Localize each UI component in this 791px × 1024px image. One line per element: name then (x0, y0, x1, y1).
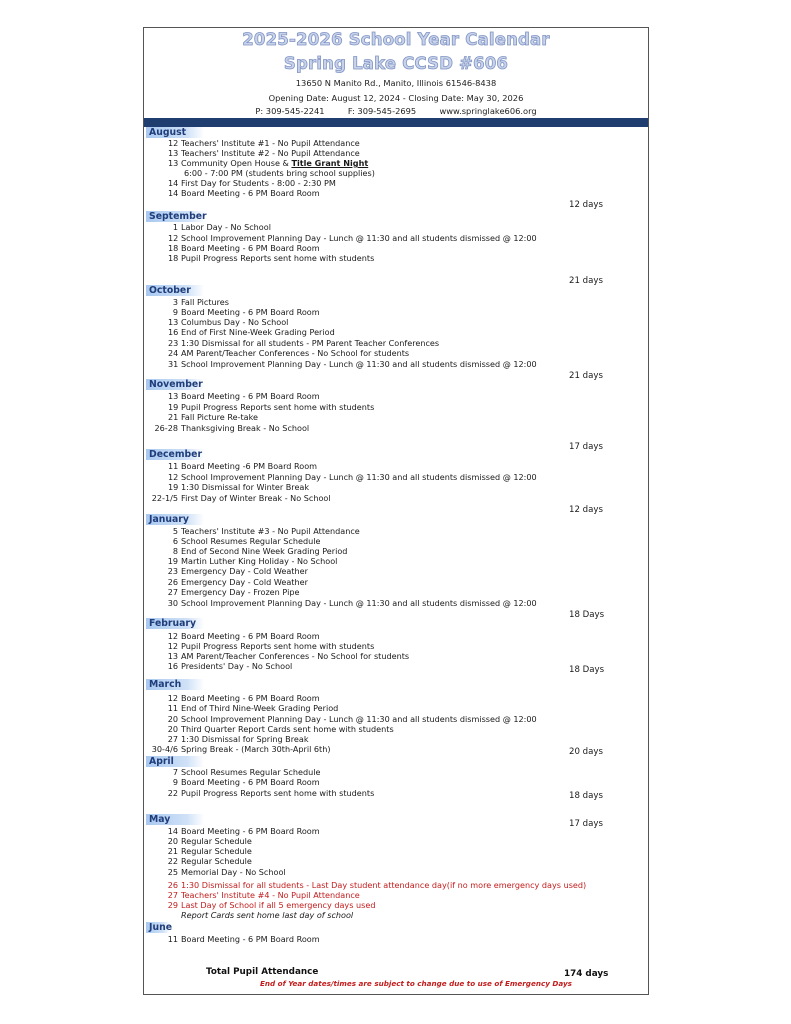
event-item: 30-4/6 Spring Break - (March 30th-April 6th) (151, 744, 331, 754)
event-item: 22 Regular Schedule (167, 856, 252, 866)
event-item: 13 Community Open House & Title Grant Night (168, 158, 369, 168)
phone-number: P: 309-545-2241 (255, 106, 325, 116)
event-item: 25 Memorial Day - No School (167, 867, 286, 877)
event-item: 31 School Improvement Planning Day - Lunch @ 11:30 and all students dismissed @ 12:00 (168, 359, 537, 369)
event-item: 13 Teachers' Institute #2 - No Pupil Attendance (168, 148, 360, 158)
event-item: 11 End of Third Nine-Week Grading Period (167, 703, 339, 713)
event-item: 13 AM Parent/Teacher Conferences - No School for students (167, 651, 410, 661)
event-item: 23 1:30 Dismissal for all students - PM Parent Teacher Conferences (168, 338, 440, 348)
month-header-march: March (146, 679, 204, 690)
calendar-document (143, 27, 649, 995)
event-item: 3 Fall Pictures (172, 297, 229, 307)
event-item: 19 Martin Luther King Holiday - No School (167, 556, 338, 566)
event-item: 9 Board Meeting - 6 PM Board Room (172, 777, 320, 787)
event-item: 8 End of Second Nine Week Grading Period (172, 546, 348, 556)
event-item: 23 Emergency Day - Cold Weather (167, 566, 308, 576)
month-header-january: January (146, 514, 204, 525)
event-item: 24 AM Parent/Teacher Conferences - No School for students (168, 348, 410, 358)
event-item: 22-1/5 First Day of Winter Break - No School (151, 493, 331, 503)
event-item: 21 Regular Schedule (167, 846, 252, 856)
header-divider-band (144, 118, 648, 127)
total-attendance-label: Total Pupil Attendance (206, 967, 319, 977)
days-count-november: 17 days (569, 442, 603, 452)
event-item: 20 School Improvement Planning Day - Lunch @ 11:30 and all students dismissed @ 12:00 (167, 714, 537, 724)
event-item: 29 Last Day of School if all 5 emergency days used (167, 900, 376, 910)
days-count-august: 12 days (569, 200, 603, 210)
month-header-april: April (146, 756, 204, 767)
month-header-october: October (146, 285, 204, 296)
event-item: 14 Board Meeting - 6 PM Board Room (168, 188, 320, 198)
event-item: 22 Pupil Progress Reports sent home with students (167, 788, 375, 798)
event-item: 27 1:30 Dismissal for Spring Break (167, 734, 309, 744)
days-count-october: 21 days (569, 371, 603, 381)
month-header-may: May (146, 814, 204, 825)
title-grant-night-link: Title Grant Night (291, 158, 369, 168)
event-item: 12 School Improvement Planning Day - Lunch @ 11:30 and all students dismissed @ 12:00 (168, 472, 537, 482)
event-item: 18 Board Meeting - 6 PM Board Room (168, 243, 320, 253)
event-item: 6 School Resumes Regular Schedule (172, 536, 321, 546)
days-count-february: 18 Days (569, 665, 605, 675)
event-item: Report Cards sent home last day of school (181, 910, 354, 920)
fax-number: F: 309-545-2695 (347, 106, 417, 116)
month-header-december: December (146, 449, 204, 460)
event-item: 5 Teachers' Institute #3 - No Pupil Attendance (172, 526, 360, 536)
event-item: 27 Teachers' Institute #4 - No Pupil Attendance (167, 890, 360, 900)
event-item: 11 Board Meeting -6 PM Board Room (168, 461, 318, 471)
month-header-february: February (146, 618, 204, 629)
event-item: 26-28 Thanksgiving Break - No School (154, 423, 310, 433)
days-count-april: 18 days (569, 791, 603, 801)
month-header-june: June (146, 922, 170, 933)
event-item: 14 Board Meeting - 6 PM Board Room (167, 826, 320, 836)
event-item: 13 Columbus Day - No School (168, 317, 289, 327)
days-count-may: 17 days (569, 819, 603, 829)
days-count-september: 21 days (569, 276, 603, 286)
event-item: 12 Teachers' Institute #1 - No Pupil Attendance (168, 138, 360, 148)
event-item: 16 Presidents' Day - No School (167, 661, 293, 671)
days-count-march: 20 days (569, 747, 603, 757)
event-item: 16 End of First Nine-Week Grading Period (168, 327, 335, 337)
event-item: 11 Board Meeting - 6 PM Board Room (167, 934, 320, 944)
event-item: 21 Fall Picture Re-take (168, 412, 259, 422)
event-item: 14 First Day for Students - 8:00 - 2:30 PM (168, 178, 336, 188)
event-item: 27 Emergency Day - Frozen Pipe (167, 587, 300, 597)
event-item: 13 Board Meeting - 6 PM Board Room (168, 391, 320, 401)
address: 13650 N Manito Rd., Manito, Illinois 61546-8438 (295, 78, 497, 88)
days-count-december: 12 days (569, 505, 603, 515)
event-item: 7 School Resumes Regular Schedule (172, 767, 321, 777)
event-item: 30 School Improvement Planning Day - Lunch @ 11:30 and all students dismissed @ 12:00 (167, 598, 537, 608)
month-header-september: September (146, 211, 206, 222)
event-item: 12 Board Meeting - 6 PM Board Room (167, 693, 320, 703)
month-header-november: November (146, 379, 204, 390)
event-item: 12 School Improvement Planning Day - Lunch @ 11:30 and all students dismissed @ 12:00 (168, 233, 537, 243)
event-item: 20 Third Quarter Report Cards sent home with students (167, 724, 394, 734)
event-item: 20 Regular Schedule (167, 836, 252, 846)
website-link[interactable]: www.springlake606.org (439, 106, 537, 116)
opening-closing-dates: Opening Date: August 12, 2024 - Closing Date: May 30, 2026 (268, 93, 524, 103)
total-attendance-days: 174 days (564, 969, 609, 979)
header (144, 28, 648, 118)
event-item: 26 Emergency Day - Cold Weather (167, 577, 308, 587)
event-item: 6:00 - 7:00 PM (students bring school supplies) (184, 168, 375, 178)
event-item: 12 Pupil Progress Reports sent home with students (167, 641, 375, 651)
month-header-august: August (146, 127, 204, 138)
district-name: Spring Lake CCSD #606 (283, 54, 509, 73)
calendar-title: 2025-2026 School Year Calendar (242, 30, 550, 49)
disclaimer-note: End of Year dates/times are subject to change due to use of Emergency Days (260, 979, 572, 988)
event-item: 9 Board Meeting - 6 PM Board Room (172, 307, 320, 317)
event-item: 1 Labor Day - No School (172, 222, 271, 232)
event-item: 18 Pupil Progress Reports sent home with students (168, 253, 375, 263)
event-item: 26 1:30 Dismissal for all students - Last Day student attendance day(if no more emergency days used) (167, 880, 587, 890)
event-item: 19 Pupil Progress Reports sent home with students (168, 402, 375, 412)
contact-line (144, 106, 648, 116)
event-item: 12 Board Meeting - 6 PM Board Room (167, 631, 320, 641)
event-item: 19 1:30 Dismissal for Winter Break (168, 482, 310, 492)
days-count-january: 18 Days (569, 610, 605, 620)
